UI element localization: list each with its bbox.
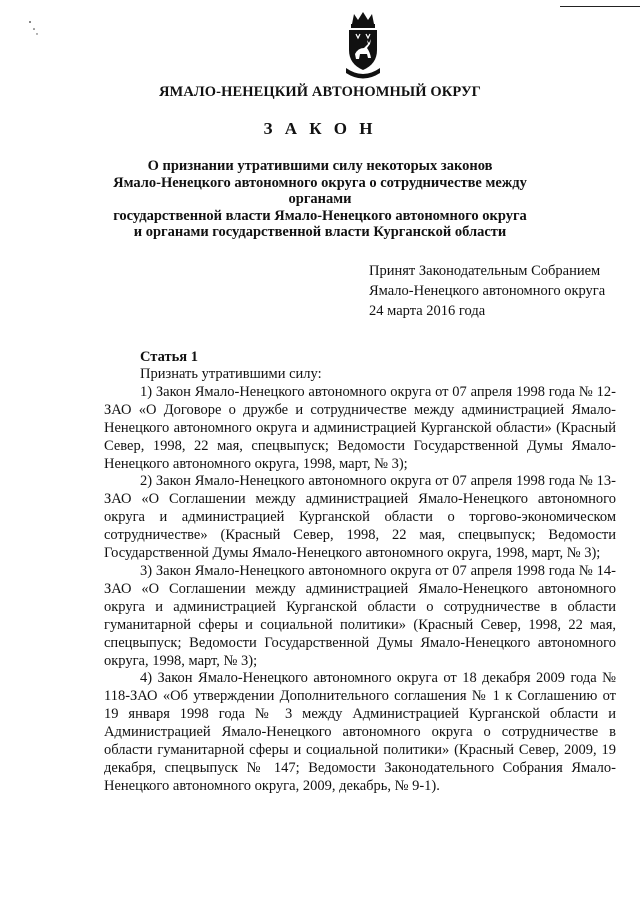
article-heading: Статья 1 — [140, 349, 198, 365]
adoption-note — [369, 261, 629, 321]
article-item: 4) Закон Ямало-Ненецкого автономного округа от 18 декабря 2009 года № 118-ЗАО «Об утверждении Дополнительного соглашения № 1 к Соглашению от 19 января 1998 года № 3 между Администрацией Курганской области и Администрацией Ямало-Ненецкого автономного округа о сотрудничестве в области гуманитарной сферы и социальной политики» (Красный Север, 2009, 19 декабря, спецвыпуск № 147; Ведомости Законодательного Собрания Ямало-Ненецкого автономного округа, 2009, декабрь, № 9-1). — [104, 670, 616, 794]
article-item: 1) Закон Ямало-Ненецкого автономного округа от 07 апреля 1998 года № 12-ЗАО «О Договоре о дружбе и сотрудничестве между администрацией Ямало-Ненецкого автономного округа и администрацией Курганской области» (Красный Север, 1998, 22 мая, спецвыпуск; Ведомости Государственной Думы Ямало-Ненецкого автономного округа, 1998, март, № 3); — [104, 383, 616, 472]
article-intro: Признать утратившими силу: — [140, 366, 322, 382]
region-heading: ЯМАЛО-НЕНЕЦКИЙ АВТОНОМНЫЙ ОКРУГ — [158, 84, 482, 100]
adoption-line: Принят Законодательным Собранием — [369, 263, 601, 279]
law-title-line: Ямало-Ненецкого автономного округа о сотрудничестве между органами — [113, 174, 527, 207]
law-title-line: О признании утратившими силу некоторых законов — [147, 158, 493, 174]
coat-of-arms-icon — [340, 10, 386, 82]
article-body — [104, 366, 616, 796]
scan-specks — [28, 20, 40, 36]
article-item: 2) Закон Ямало-Ненецкого автономного округа от 07 апреля 1998 года № 13-ЗАО «О Соглашении между администрацией Ямало-Ненецкого автономного округа и администрацией Курганской области о торгово-экономическом сотрудничестве» (Красный Север, 1998, 22 мая, спецвыпуск; Ведомости Государственной Думы Ямало-Ненецкого автономного округа, 1998, март, № 3); — [104, 473, 616, 562]
adoption-date: 24 марта 2016 года — [369, 303, 486, 319]
article-item: 3) Закон Ямало-Ненецкого автономного округа от 07 апреля 1998 года № 14-ЗАО «О Соглашении между администрацией Ямало-Ненецкого автономного округа и администрацией Курганской области о сотрудничестве в области гуманитарной сферы и социальной политики» (Красный Север, 1998, 22 мая, спецвыпуск; Ведомости Государственной Думы Ямало-Ненецкого автономного округа, 1998, март, № 3); — [104, 562, 616, 669]
law-title-line: и органами государственной власти Курганской области — [133, 224, 507, 240]
law-title-line: государственной власти Ямало-Ненецкого автономного округа — [113, 207, 527, 224]
adoption-line: Ямало-Ненецкого автономного округа — [369, 283, 606, 299]
law-heading: З А К О Н — [263, 119, 377, 138]
top-edge-line — [560, 6, 640, 7]
law-title — [100, 158, 540, 241]
